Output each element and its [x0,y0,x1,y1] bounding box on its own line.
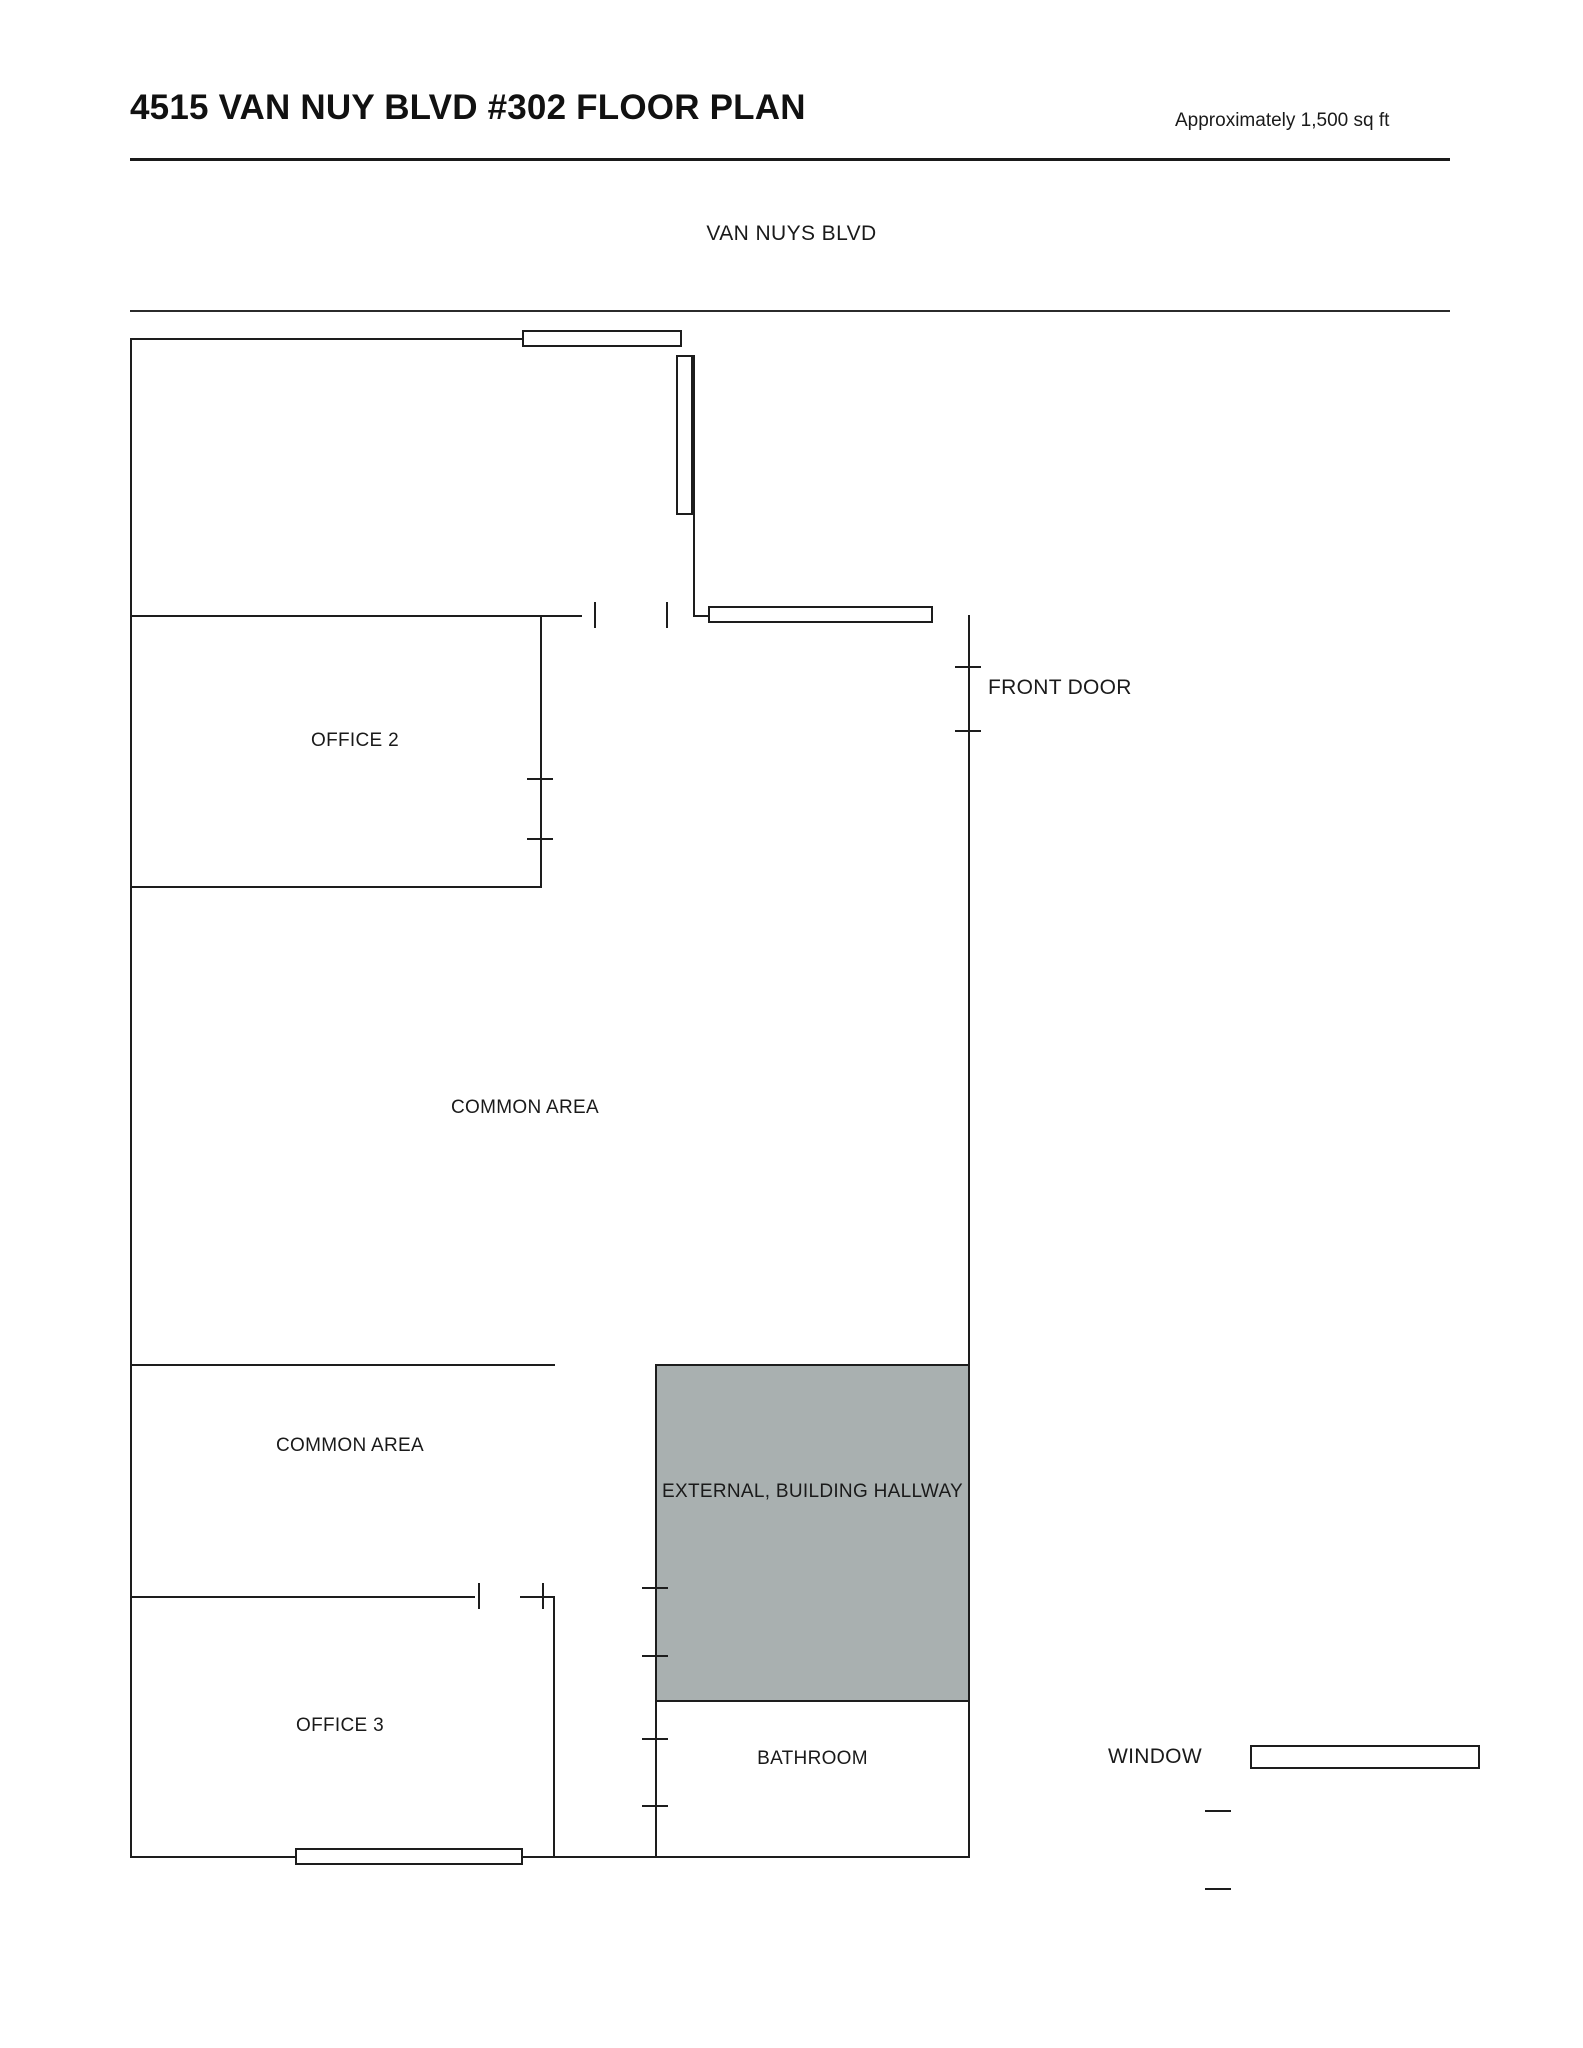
page-title: 4515 VAN NUY BLVD #302 FLOOR PLAN [130,88,806,127]
office3-door-tick-a [478,1583,480,1609]
external-hallway-fill [655,1364,968,1700]
wall-hallway-left [655,1364,657,1700]
wall-hallway-bottom [655,1700,968,1702]
window-front [708,606,933,623]
wall-office3-top-left [130,1596,475,1598]
wall-office2-bottom [130,886,542,888]
office2-door-tick-bottom [527,838,553,840]
room-label-external-hallway: EXTERNAL, BUILDING HALLWAY [662,1481,963,1502]
legend-window-symbol [1250,1745,1480,1769]
street-label: VAN NUYS BLVD [706,222,877,245]
bathroom-door-tick-top [642,1738,668,1740]
front-door-tick-top [955,666,981,668]
legend-dash-1 [1205,1810,1231,1812]
room-label-office-2: OFFICE 2 [311,730,399,751]
front-door-tick-bottom [955,730,981,732]
door-tick-b [666,602,668,628]
wall-office2-right-upper [540,615,542,886]
front-door-label: FRONT DOOR [988,676,1132,699]
hallway-door-tick-top [642,1587,668,1589]
door-tick-a [594,602,596,628]
wall-upper-divider-left [130,615,582,617]
bathroom-door-tick-bottom [642,1805,668,1807]
legend-window-label: WINDOW [1108,1745,1202,1768]
wall-office3-right [553,1596,555,1856]
wall-left-exterior [130,338,132,1858]
office3-door-tick-b [542,1583,544,1609]
window-top [522,330,682,347]
wall-right-exterior [968,615,970,1858]
window-office3-bottom [295,1848,523,1865]
wall-bathroom-left [655,1700,657,1858]
room-label-office-3: OFFICE 3 [296,1715,384,1736]
room-label-common-area-lower: COMMON AREA [276,1435,424,1456]
wall-office3-top-right [520,1596,555,1598]
room-label-common-area-main: COMMON AREA [451,1097,599,1118]
legend-dash-2 [1205,1888,1231,1890]
street-line [130,310,1450,312]
wall-common-divider [130,1364,555,1366]
room-label-bathroom: BATHROOM [757,1748,868,1769]
header-divider [130,158,1450,161]
office2-door-tick-top [527,778,553,780]
window-top-right-vertical [676,355,693,515]
wall-top-left [130,338,525,340]
wall-hallway-top [655,1364,968,1366]
wall-bottom-exterior [130,1856,970,1858]
hallway-door-tick-bottom [642,1655,668,1657]
wall-upper-right [693,355,695,615]
area-note: Approximately 1,500 sq ft [1175,110,1390,131]
